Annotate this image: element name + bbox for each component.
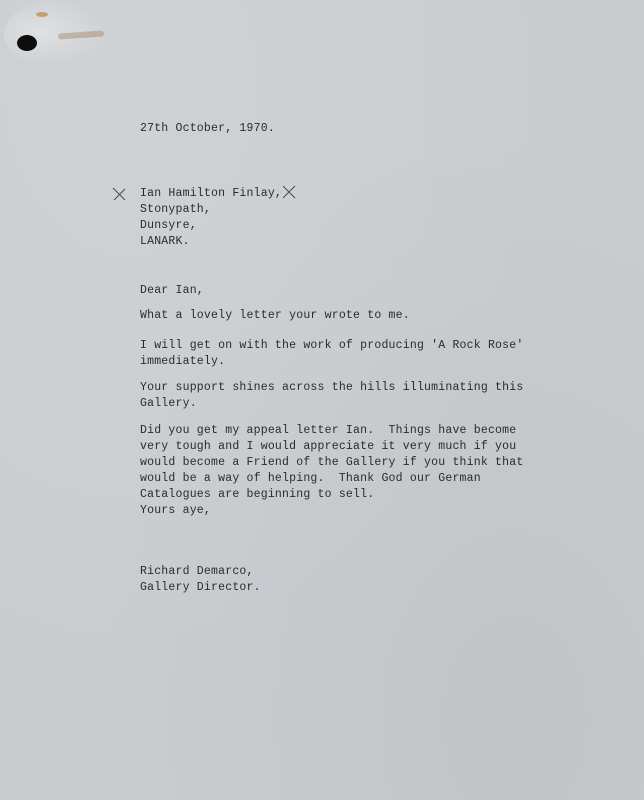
signature-name: Richard Demarco, — [140, 565, 254, 578]
signature-title: Gallery Director. — [140, 581, 261, 594]
recipient-address-line: Stonypath, — [140, 203, 212, 216]
body-paragraph-4-line: Catalogues are beginning to sell. — [140, 488, 375, 501]
pencil-cross-mark-icon — [112, 187, 126, 201]
body-paragraph-2-line: immediately. — [140, 355, 226, 368]
body-paragraph-1: What a lovely letter your wrote to me. — [140, 309, 410, 322]
body-paragraph-4-line: would be a way of helping. Thank God our German — [140, 472, 481, 485]
body-paragraph-2-line: I will get on with the work of producing 'A Rock Rose' — [140, 339, 524, 352]
salutation: Dear Ian, — [140, 284, 204, 297]
pencil-cross-mark-icon — [282, 185, 296, 199]
closing: Yours aye, — [140, 504, 212, 517]
recipient-name: Ian Hamilton Finlay, — [140, 187, 283, 200]
body-paragraph-3-line: Your support shines across the hills illuminating this — [140, 381, 524, 394]
recipient-address-line: Dunsyre, — [140, 219, 197, 232]
letter-date: 27th October, 1970. — [140, 122, 275, 135]
body-paragraph-4-line: would become a Friend of the Gallery if you think that — [140, 456, 524, 469]
body-paragraph-3-line: Gallery. — [140, 397, 197, 410]
body-paragraph-4-line: very tough and I would appreciate it very much if you — [140, 440, 517, 453]
punch-hole — [17, 35, 37, 51]
body-paragraph-4-line: Did you get my appeal letter Ian. Things have become — [140, 424, 517, 437]
rust-stain — [36, 12, 48, 17]
recipient-address-line: LANARK. — [140, 235, 190, 248]
